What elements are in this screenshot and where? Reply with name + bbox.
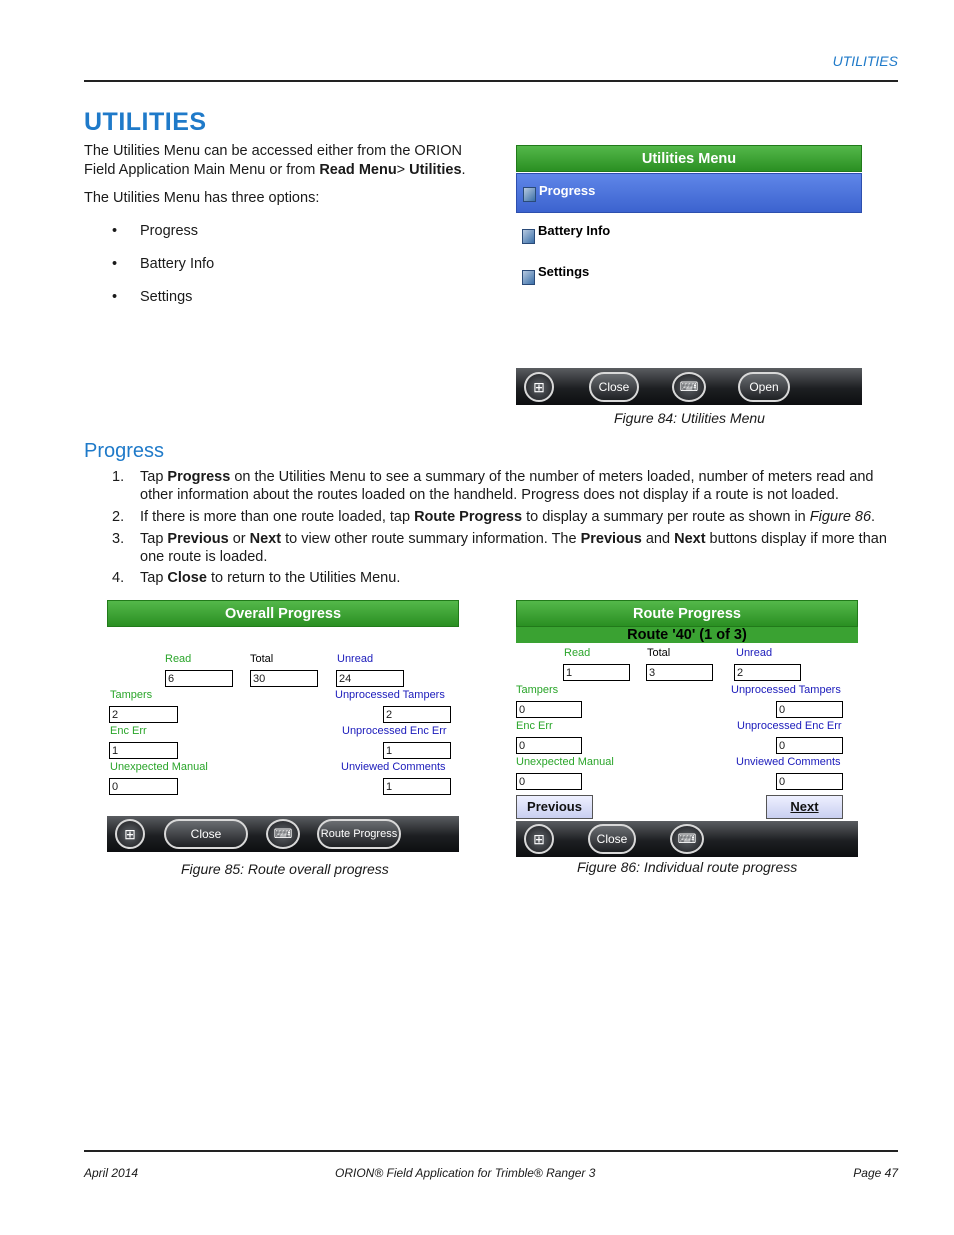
intro-line-1: The Utilities Menu can be accessed either from the ORION [84, 143, 462, 159]
unread-field[interactable]: 24 [336, 670, 404, 687]
step-1: 1. Tap Progress on the Utilities Menu to see a summary of the number of meters loaded, number of meters read and other information about the routes loaded on the handheld. Progress does not display if a route is not loaded. [112, 469, 874, 503]
menu-item-settings[interactable] [516, 260, 862, 290]
keyboard-icon[interactable]: ⌨ [266, 819, 300, 849]
read-label: Read [165, 653, 192, 665]
keyboard-icon[interactable]: ⌨ [670, 824, 704, 854]
total-field[interactable]: 30 [250, 670, 318, 687]
options-intro: The Utilities Menu has three options: [84, 190, 320, 206]
figure-86-caption: Figure 86: Individual route progress [577, 859, 798, 875]
total-label: Total [250, 653, 274, 665]
tampers-label: Tampers [110, 689, 153, 701]
unviewed-comments-label: Unviewed Comments [736, 756, 841, 768]
progress-icon [523, 187, 536, 202]
windows-logo-icon[interactable]: ⊞ [524, 824, 554, 854]
menu-item-settings-label: Settings [538, 264, 590, 279]
previous-button[interactable]: Previous [516, 795, 593, 819]
route-progress-screenshot [516, 600, 858, 857]
read-field[interactable]: 1 [563, 664, 630, 681]
unprocessed-enc-err-field[interactable]: 1 [383, 742, 451, 759]
windows-logo-icon[interactable]: ⊞ [115, 819, 145, 849]
overall-progress-title: Overall Progress [107, 600, 459, 627]
battery-info-icon [522, 229, 535, 244]
unviewed-comments-field[interactable]: 1 [383, 778, 451, 795]
route-progress-taskbar [516, 821, 858, 857]
settings-icon [522, 270, 535, 285]
enc-err-field[interactable]: 1 [109, 742, 178, 759]
tampers-field[interactable]: 2 [109, 706, 178, 723]
bullet-battery-info: • Battery Info [112, 256, 215, 272]
footer-date: April 2014 [84, 1166, 139, 1180]
overall-progress-taskbar [107, 816, 459, 852]
header-rule [84, 80, 898, 82]
tampers-field[interactable]: 0 [516, 701, 582, 718]
footer-page-number: Page 47 [853, 1166, 898, 1180]
unprocessed-enc-err-field[interactable]: 0 [776, 737, 843, 754]
tampers-label: Tampers [516, 684, 559, 696]
section-tag: UTILITIES [832, 53, 898, 69]
utilities-menu-title: Utilities Menu [516, 145, 862, 172]
read-field[interactable]: 6 [165, 670, 233, 687]
unviewed-comments-field[interactable]: 0 [776, 773, 843, 790]
menu-item-battery-info[interactable] [516, 219, 862, 249]
unprocessed-tampers-label: Unprocessed Tampers [335, 689, 445, 701]
unexpected-manual-label: Unexpected Manual [516, 756, 614, 768]
bullet-progress: • Progress [112, 223, 199, 239]
unprocessed-tampers-field[interactable]: 0 [776, 701, 843, 718]
menu-item-progress[interactable] [516, 173, 862, 213]
close-button[interactable]: Close [589, 372, 639, 402]
figure-85-caption: Figure 85: Route overall progress [181, 861, 389, 877]
intro-paragraph [84, 142, 484, 180]
unprocessed-tampers-field[interactable]: 2 [383, 706, 451, 723]
enc-err-label: Enc Err [516, 720, 553, 732]
menu-item-battery-info-label: Battery Info [538, 223, 611, 238]
unread-label: Unread [337, 653, 374, 665]
unexpected-manual-field[interactable]: 0 [109, 778, 178, 795]
total-field[interactable]: 3 [646, 664, 713, 681]
unread-field[interactable]: 2 [734, 664, 801, 681]
unexpected-manual-label: Unexpected Manual [110, 761, 208, 773]
unprocessed-tampers-label: Unprocessed Tampers [731, 684, 841, 696]
menu-item-progress-label: Progress [539, 183, 596, 198]
progress-heading: Progress [84, 440, 165, 462]
intro-line-2: Field Application Main Menu or from Read Menu> Utilities. [84, 162, 466, 178]
step-2: 2. If there is more than one route loaded, tap Route Progress to display a summary per route as shown in Figure 86. [112, 509, 876, 525]
enc-err-field[interactable]: 0 [516, 737, 582, 754]
overall-progress-screenshot [107, 600, 459, 852]
footer-doc-title: ORION® Field Application for Trimble® Ranger 3 [335, 1166, 596, 1180]
close-button[interactable]: Close [164, 819, 248, 849]
route-progress-title: Route Progress [516, 600, 858, 627]
enc-err-label: Enc Err [110, 725, 147, 737]
keyboard-icon[interactable]: ⌨ [672, 372, 706, 402]
bullet-settings: • Settings [112, 289, 193, 305]
route-indicator: Route '40' (1 of 3) [516, 627, 858, 643]
page-title: UTILITIES [84, 108, 207, 136]
windows-logo-icon[interactable]: ⊞ [524, 372, 554, 402]
unread-label: Unread [736, 647, 773, 659]
read-label: Read [564, 647, 591, 659]
total-label: Total [647, 647, 671, 659]
figure-84-caption: Figure 84: Utilities Menu [614, 410, 765, 426]
unexpected-manual-field[interactable]: 0 [516, 773, 582, 790]
close-button[interactable]: Close [588, 824, 636, 854]
unviewed-comments-label: Unviewed Comments [341, 761, 446, 773]
unprocessed-enc-err-label: Unprocessed Enc Err [342, 725, 447, 737]
step-4: 4. Tap Close to return to the Utilities Menu. [112, 570, 401, 586]
utilities-menu-screenshot [516, 145, 862, 405]
utilities-taskbar [516, 368, 862, 405]
footer-rule [84, 1150, 898, 1152]
next-button[interactable]: Next [766, 795, 843, 819]
unprocessed-enc-err-label: Unprocessed Enc Err [737, 720, 842, 732]
route-progress-button[interactable]: Route Progress [317, 819, 401, 849]
open-button[interactable]: Open [738, 372, 790, 402]
step-3: 3. Tap Previous or Next to view other route summary information. The Previous and Next buttons display if more than one route is loaded. [112, 531, 887, 565]
